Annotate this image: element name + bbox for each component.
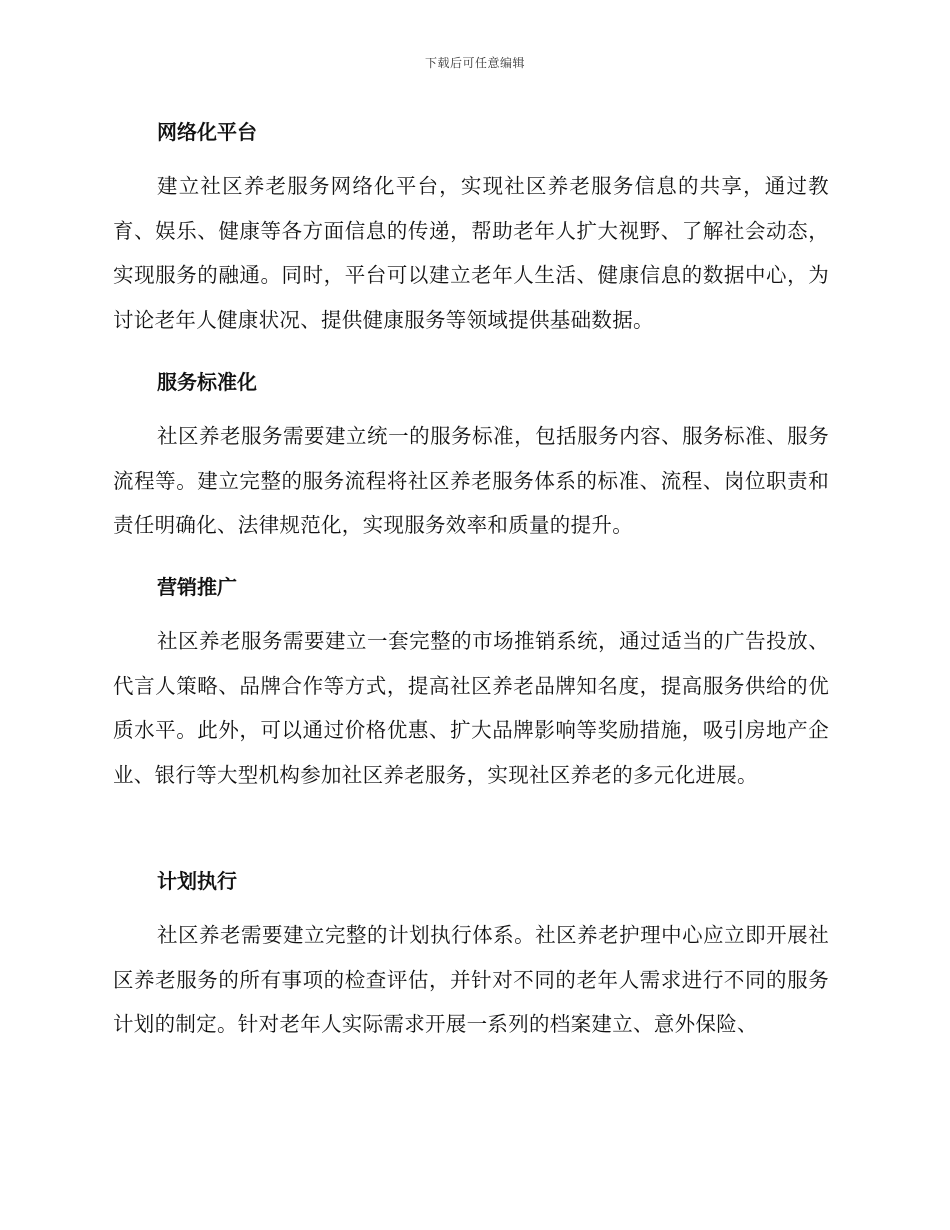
section-title-service-standardization: 服务标准化	[157, 370, 257, 394]
section-title-plan-execution: 计划执行	[157, 869, 237, 893]
section-title-network-platform: 网络化平台	[157, 120, 257, 144]
section-body-service-standardization: 社区养老服务需要建立统一的服务标准，包括服务内容、服务标准、服务流程等。建立完整的服务流程将社区养老服务体系的标准、流程、岗位职责和责任明确化、法律规范化，实现服务效率和质量的提升。	[113, 424, 829, 537]
page-header: 下载后可任意编辑	[424, 56, 525, 70]
section-body-network-platform: 建立社区养老服务网络化平台，实现社区养老服务信息的共享，通过教育、娱乐、健康等各方面信息的传递，帮助老年人扩大视野、了解社会动态，实现服务的融通。同时，平台可以建立老年人生活、健康信息的数据中心，为讨论老年人健康状况、提供健康服务等领域提供基础数据。	[113, 174, 829, 332]
section-body-marketing: 社区养老服务需要建立一套完整的市场推销系统，通过适当的广告投放、代言人策略、品牌合作等方式，提高社区养老品牌知名度，提高服务供给的优质水平。此外，可以通过价格优惠、扩大品牌影响等奖励措施，吸引房地产企业、银行等大型机构参加社区养老服务，实现社区养老的多元化进展。	[113, 629, 829, 787]
section-body-plan-execution: 社区养老需要建立完整的计划执行体系。社区养老护理中心应立即开展社区养老服务的所有事项的检查评估，并针对不同的老年人需求进行不同的服务计划的制定。针对老年人实际需求开展一系列的档案建立、意外保险、	[113, 923, 829, 1036]
section-title-marketing: 营销推广	[157, 575, 237, 599]
